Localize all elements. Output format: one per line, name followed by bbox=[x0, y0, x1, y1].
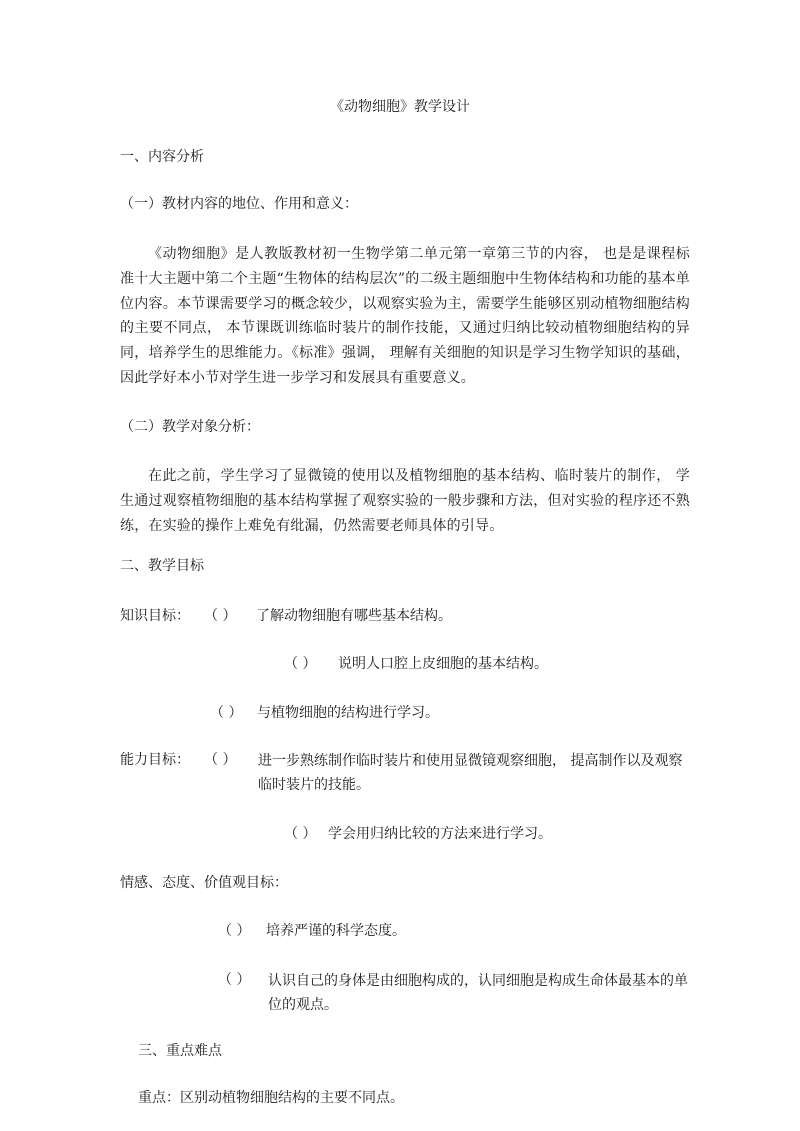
ability-objectives-label: 能力目标： bbox=[120, 752, 190, 768]
objective-marker: （ ） bbox=[210, 705, 243, 721]
emotion-objectives-label: 情感、态度、价值观目标： bbox=[120, 875, 288, 891]
section-heading-content-analysis: 一、内容分析 bbox=[120, 149, 204, 165]
objective-marker: （ ） bbox=[284, 656, 317, 672]
section-heading-objectives: 二、教学目标 bbox=[120, 558, 204, 574]
paragraph-student-analysis: 在此之前，学生学习了显微镜的使用以及植物细胞的基本结构、临时装片的制作， 学生通过观察植物细胞的基本结构掌握了观察实验的一般步骤和方法，但对实验的程序还不熟练，在实验的操作上难免有纰漏，仍然需要老师具体的引导。 bbox=[120, 468, 690, 534]
objective-item: 学会用归纳比较的方法来进行学习。 bbox=[328, 826, 552, 842]
objective-item: 认识自己的身体是由细胞构成的，认同细胞是构成生命体最基本的单位的观点。 bbox=[268, 973, 688, 1013]
subsection-heading-material: （一）教材内容的地位、作用和意义： bbox=[120, 196, 358, 212]
objective-item: 与植物细胞的结构进行学习。 bbox=[257, 705, 439, 721]
section-heading-key-points: 三、重点难点 bbox=[138, 1043, 222, 1059]
objective-marker: （ ） bbox=[204, 752, 237, 768]
objective-marker: （ ） bbox=[204, 608, 237, 624]
paragraph-material-analysis: 《动物细胞》是人教版教材初一生物学第二单元第一章第三节的内容， 也是是课程标准十大主题中第二个主题“生物体的结构层次”的二级主题细胞中生物体结构和功能的基本单位内容。本节课需要学习的概念较少，以观察实验为主，需要学生能够区别动植物细胞结构的主要不同点， 本节课既训练临时装片的制作技能，又通过归纳比较动植物细胞结构的异同，培养学生的思维能力。《标准》强调， 理解有关细胞的知识是学习生物学知识的基础， 因此学好本小节对学生进一步学习和发展具有重要意义。 bbox=[120, 246, 690, 386]
page-title: 《动物细胞》教学设计 bbox=[330, 99, 470, 115]
objective-marker: （ ） bbox=[284, 826, 317, 842]
subsection-heading-students: （二）教学对象分析： bbox=[120, 419, 260, 435]
objective-item: 说明人口腔上皮细胞的基本结构。 bbox=[338, 656, 548, 672]
objective-item: 培养严谨的科学态度。 bbox=[266, 923, 406, 939]
objective-marker: （ ） bbox=[218, 972, 251, 988]
objective-marker: （ ） bbox=[218, 923, 251, 939]
key-point-focus: 重点：区别动植物细胞结构的主要不同点。 bbox=[138, 1090, 404, 1106]
objective-item: 进一步熟练制作临时装片和使用显微镜观察细胞， 提高制作以及观察临时装片的技能。 bbox=[258, 753, 683, 793]
knowledge-objectives-label: 知识目标： bbox=[120, 608, 190, 624]
objective-item: 了解动物细胞有哪些基本结构。 bbox=[256, 608, 452, 624]
